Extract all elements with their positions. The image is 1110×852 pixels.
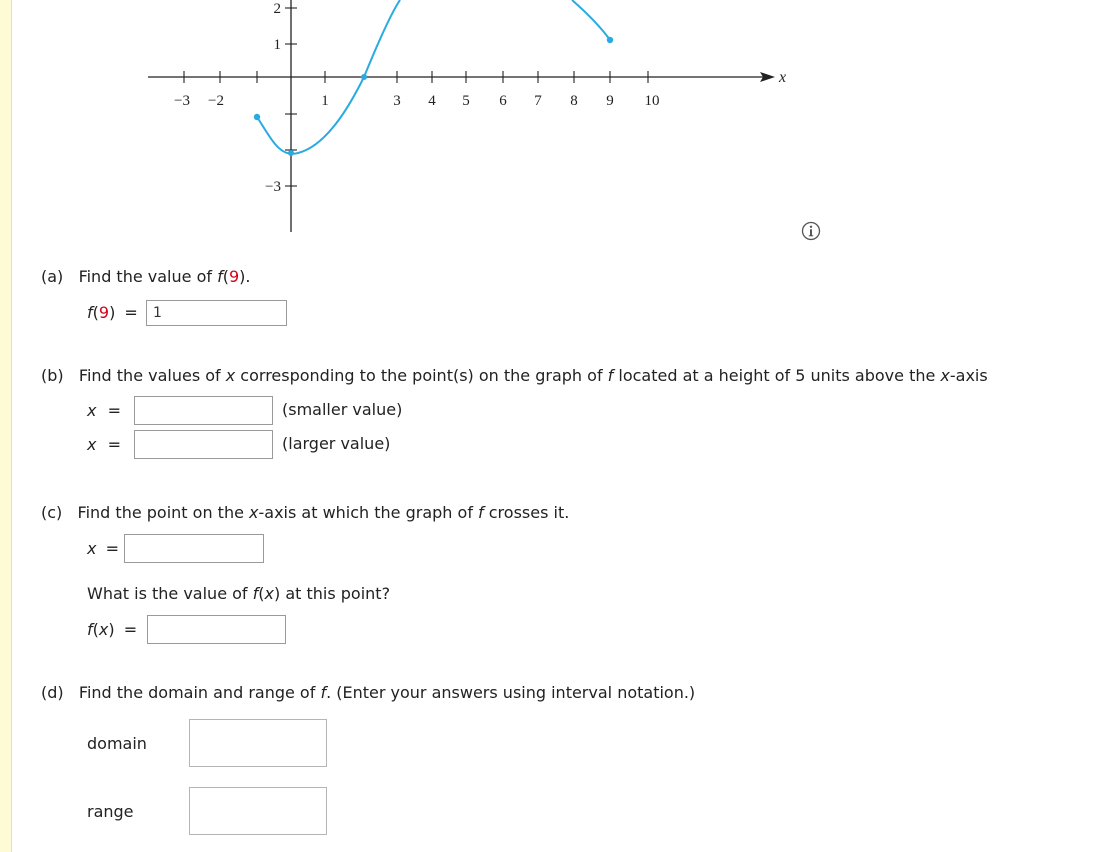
- fx-value-input[interactable]: [147, 615, 286, 644]
- variable: x: [264, 584, 274, 603]
- part-a-question: [41, 267, 250, 287]
- x-tick-label: 1: [321, 93, 329, 109]
- x-tick-label: 10: [644, 93, 660, 109]
- smaller-value-hint: (smaller value): [282, 400, 403, 419]
- part-c-answer-label: [87, 539, 119, 559]
- highlighted-argument: 9: [228, 267, 240, 286]
- domain-input[interactable]: [189, 719, 327, 767]
- paren: ): [109, 303, 116, 322]
- range-label: range: [87, 802, 134, 821]
- part-b-question: [41, 366, 988, 386]
- equals-sign: =: [107, 401, 121, 420]
- part-b-row2-label: [87, 435, 121, 455]
- x-axis-label: x: [779, 69, 787, 86]
- variable: x: [87, 539, 97, 558]
- part-b-prompt: located at a height of 5 units above the: [613, 366, 941, 385]
- function-name: f: [478, 503, 484, 522]
- highlighted-argument: 9: [98, 303, 110, 322]
- variable: x: [87, 401, 97, 420]
- curve-point-y-intercept: [288, 150, 294, 156]
- equals-sign: =: [105, 539, 119, 558]
- x-tick-label: 8: [570, 93, 578, 109]
- paren: (: [92, 303, 99, 322]
- y-tick-label: 1: [273, 37, 281, 53]
- part-c-prompt: -axis at which the graph of: [258, 503, 479, 522]
- function-name: f: [217, 267, 223, 286]
- part-c-question: [41, 503, 569, 523]
- part-c-prompt: Find the point on the: [77, 503, 250, 522]
- paren: ): [108, 620, 115, 639]
- function-name: f: [87, 620, 93, 639]
- f9-answer-input[interactable]: [146, 300, 287, 326]
- part-d-prompt: Find the domain and range of: [78, 683, 321, 702]
- variable: x: [249, 503, 259, 522]
- x-tick-label: 6: [499, 93, 507, 109]
- part-c-followup-prompt: What is the value of: [87, 584, 253, 603]
- part-b-label: (b): [41, 366, 64, 385]
- part-a-answer-label: [87, 303, 138, 323]
- function-curve-right: [572, 0, 610, 40]
- variable: x: [940, 366, 950, 385]
- part-d-label: (d): [41, 683, 64, 702]
- function-name: f: [252, 584, 259, 603]
- x-tick-label: 3: [393, 93, 401, 109]
- range-input[interactable]: [189, 787, 327, 835]
- part-b-prompt: corresponding to the point(s) on the graph of: [235, 366, 608, 385]
- x-crossing-input[interactable]: [124, 534, 264, 563]
- function-graph: [0, 0, 800, 240]
- curve-endpoint-left: [254, 114, 260, 120]
- y-tick-label: 2: [273, 1, 281, 17]
- variable: x: [225, 366, 236, 385]
- equals-sign: =: [123, 620, 138, 639]
- equals-sign: =: [107, 435, 121, 454]
- x-tick-label: 7: [534, 93, 542, 109]
- part-a-label: (a): [41, 267, 64, 286]
- equals-sign: =: [124, 303, 138, 322]
- x-tick-label: 5: [462, 93, 470, 109]
- part-b-prompt: Find the values of: [78, 366, 226, 385]
- part-a-prompt: Find the value of: [78, 267, 218, 286]
- domain-label: domain: [87, 734, 147, 753]
- info-icon[interactable]: [801, 221, 821, 241]
- part-c-prompt: crosses it.: [483, 503, 570, 522]
- variable: x: [98, 620, 109, 639]
- part-d-prompt: . (Enter your answers using interval notation.): [326, 683, 696, 702]
- curve-point-x-intercept: [361, 74, 367, 80]
- function-name: f: [607, 366, 614, 385]
- smaller-x-input[interactable]: [134, 396, 273, 425]
- larger-x-input[interactable]: [134, 430, 273, 459]
- part-c-label: (c): [41, 503, 63, 522]
- function-name: f: [87, 303, 93, 322]
- part-c-followup-prompt: ) at this point?: [274, 584, 391, 603]
- part-b-prompt: -axis: [949, 366, 988, 385]
- function-name: f: [320, 683, 327, 702]
- x-tick-label: −2: [208, 93, 224, 109]
- larger-value-hint: (larger value): [282, 434, 391, 453]
- x-tick-label: 4: [428, 93, 436, 109]
- part-b-row1-label: [87, 401, 121, 421]
- paren: (: [222, 267, 229, 286]
- x-tick-label: −3: [174, 93, 190, 109]
- paren: ).: [239, 267, 251, 286]
- x-tick-label: 9: [606, 93, 614, 109]
- part-d-question: [41, 683, 695, 703]
- y-tick-label: −3: [265, 179, 281, 195]
- paren: (: [92, 620, 99, 639]
- curve-endpoint-right: [607, 37, 613, 43]
- part-c-followup-question: [87, 584, 390, 604]
- paren: (: [258, 584, 265, 603]
- part-c-fx-label: [87, 620, 137, 640]
- variable: x: [87, 435, 97, 454]
